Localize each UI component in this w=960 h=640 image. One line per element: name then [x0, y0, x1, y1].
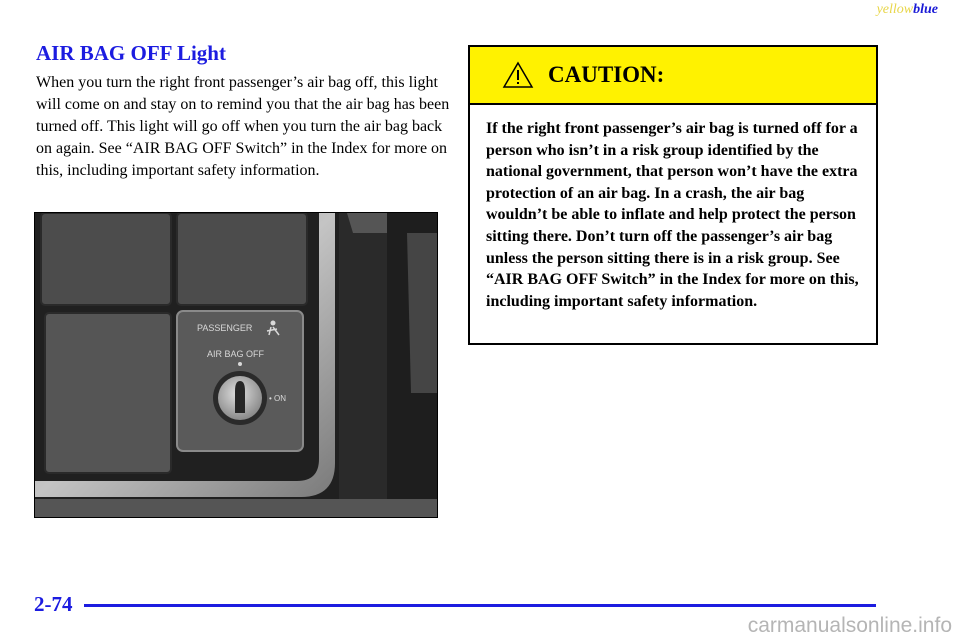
airbag-switch-photo	[34, 212, 438, 518]
warning-triangle-icon	[502, 61, 534, 89]
color-tag-yellow: yellow	[876, 2, 914, 17]
page-number: 2-74	[34, 592, 73, 616]
footer-rule	[84, 604, 876, 607]
color-tag	[877, 2, 938, 18]
caution-text: If the right front passenger’s air bag is turned off for a person who isn’t in a risk group identified by the national government, that person won’t have the extra protection of an air bag. In a crash, the air bag wouldn’t be able to inflate and help protect the person sitting there. Don’t turn off the passenger’s air bag unless the person sitting there is in a risk group. See “AIR BAG OFF Switch” in the Index for more on this, including important safety information.	[486, 120, 859, 310]
watermark: carmanualsonline.info	[747, 614, 952, 637]
airbag-switch-knob	[213, 371, 267, 425]
caution-box	[468, 45, 878, 345]
photo-on-label: • ON	[269, 394, 287, 403]
photo-airbag-off-label: AIR BAG OFF	[207, 349, 265, 359]
color-tag-blue: blue	[913, 2, 938, 17]
caution-title: CAUTION:	[548, 62, 665, 87]
section-title: AIR BAG OFF Light	[36, 41, 226, 65]
photo-passenger-label: PASSENGER	[197, 323, 253, 333]
intro-paragraph: When you turn the right front passenger’s air bag off, this light will come on and stay on to remind you that the air bag has been turned off. This light will go off when you turn the air bag back on again. See “AIR BAG OFF Switch” in the Index for more on this, including important safety information.	[36, 74, 450, 179]
caution-header	[470, 47, 876, 105]
